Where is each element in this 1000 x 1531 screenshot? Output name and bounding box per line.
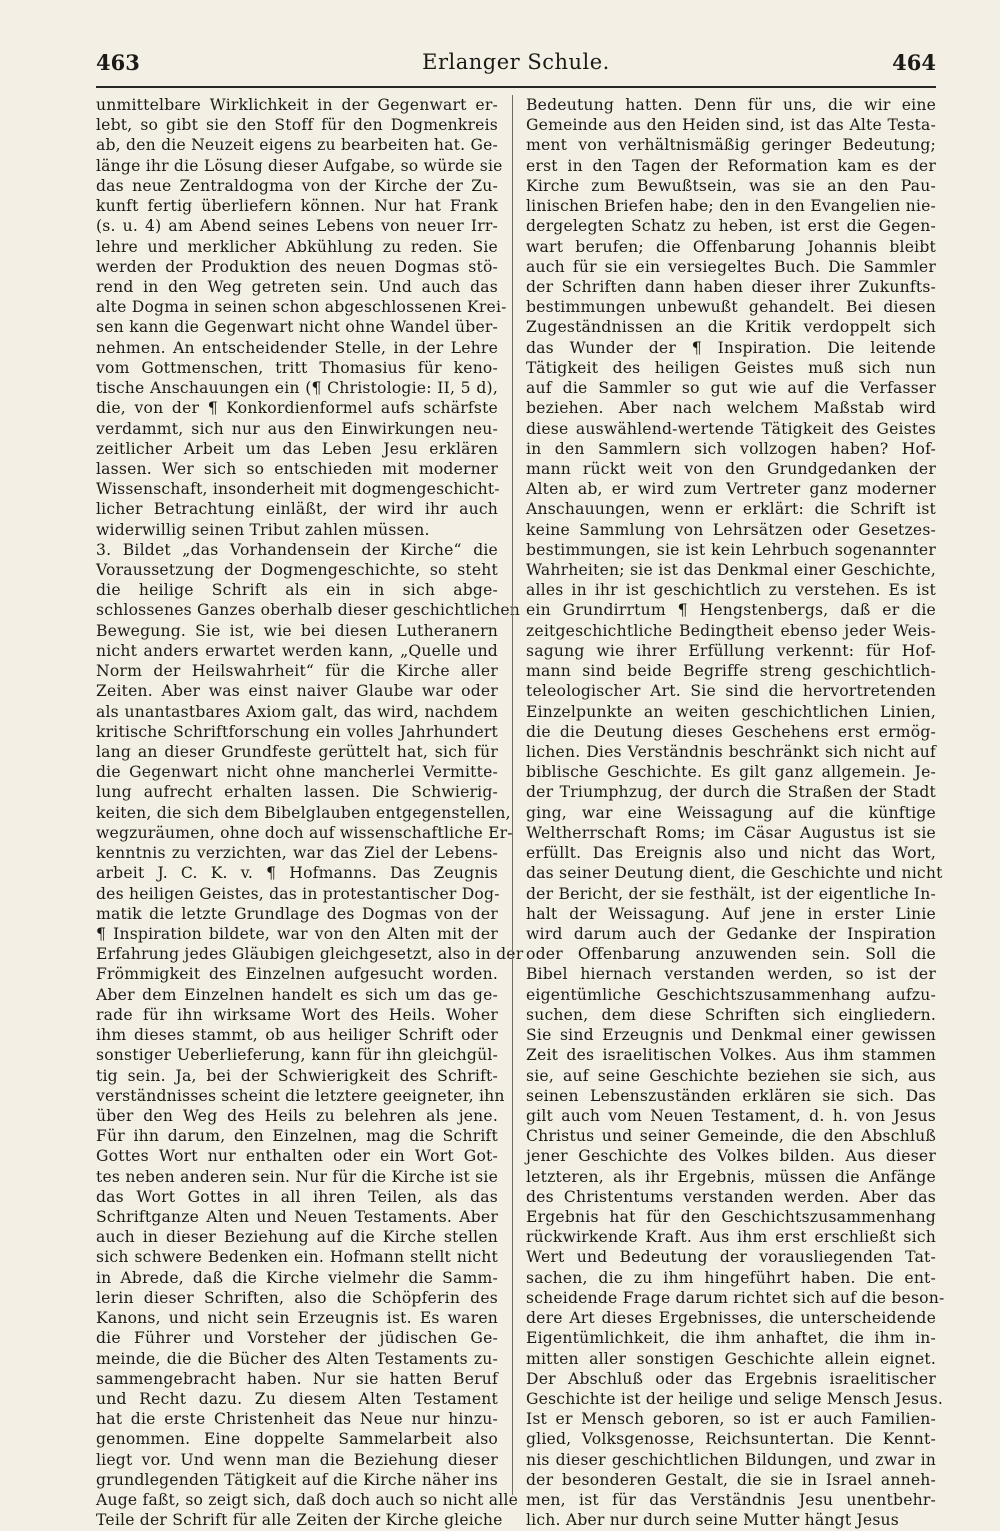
text-line: eigentümliche Geschichtszusammenhang aufzu-: [526, 985, 936, 1004]
text-line: dere Art dieses Ergebnisses, die unterscheidende: [526, 1309, 936, 1328]
text-line: Sie sind Erzeugnis und Denkmal einer gewissen: [526, 1026, 936, 1045]
text-line: sie, auf seine Geschichte beziehen sie sich, aus: [526, 1066, 936, 1085]
text-line: jener Geschichte des Volkes bilden. Aus dieser: [526, 1147, 936, 1166]
text-line: suchen, dem diese Schriften sich eingliedern.: [526, 1005, 936, 1024]
text-line: länge ihr die Lösung dieser Aufgabe, so würde sie: [96, 156, 503, 175]
text-line: nicht anders erwartet werden kann, „Quelle und: [96, 641, 498, 660]
text-line: ging, war eine Weissagung auf die künftige: [526, 803, 936, 822]
text-line: biblische Geschichte. Es gilt ganz allgemein. Je-: [526, 763, 936, 782]
text-line: lerin dieser Schriften, also die Schöpferin des: [96, 1288, 498, 1307]
text-line: nis dieser geschichtlichen Bildungen, und zwar in: [526, 1450, 936, 1469]
text-line: zeitgeschichtliche Bedingtheit ebenso jeder Weis-: [526, 621, 936, 640]
text-line: Der Abschluß oder das Ergebnis israelitischer: [526, 1369, 936, 1388]
text-line: werden der Produktion des neuen Dogmas stö-: [96, 257, 498, 276]
text-line: wird darum auch der Gedanke der Inspiration: [526, 924, 936, 943]
text-line: glied, Volksgenosse, Reichsuntertan. Die Kennt-: [526, 1430, 936, 1449]
text-line: (s. u. 4) am Abend seines Lebens von neuer Irr-: [96, 217, 498, 236]
text-line: oder Offenbarung anzuwenden sein. Soll die: [526, 945, 936, 964]
text-line: Frömmigkeit des Einzelnen aufgesucht worden.: [96, 965, 498, 984]
text-line: wegzuräumen, ohne doch auf wissenschaftliche Er-: [96, 823, 513, 842]
header-rule: [96, 86, 936, 88]
text-line: ab, den die Neuzeit eigens zu bearbeiten hat. Ge-: [96, 136, 498, 155]
text-line: liegt vor. Und wenn man die Beziehung dieser: [96, 1450, 498, 1469]
text-line: die Führer und Vorsteher der jüdischen Ge-: [96, 1329, 498, 1348]
running-header: [96, 50, 936, 80]
text-line: arbeit J. C. K. v. ¶ Hofmanns. Das Zeugnis: [96, 864, 498, 883]
text-line: zeitlicher Arbeit um das Leben Jesu erklären: [96, 439, 498, 458]
text-line: in Abrede, daß die Kirche vielmehr die Samm-: [96, 1268, 498, 1287]
text-line: diese auswählend-wertende Tätigkeit des Geistes: [526, 419, 936, 438]
text-line: hat die erste Christenheit das Neue nur hinzu-: [96, 1410, 498, 1429]
text-line: sachen, die zu ihm hingeführt haben. Die ent-: [526, 1268, 936, 1287]
text-line: letzteren, als ihr Ergebnis, müssen die Anfänge: [526, 1167, 936, 1186]
text-line: keine Sammlung von Lehrsätzen oder Gesetzes-: [526, 520, 936, 539]
text-line: und Recht dazu. Zu diesem Alten Testament: [96, 1390, 498, 1408]
text-line: Aber dem Einzelnen handelt es sich um das ge-: [96, 985, 498, 1004]
text-line: rückwirkende Kraft. Aus ihm erst erschließt sich: [526, 1228, 936, 1247]
text-line: Alten ab, er wird zum Vertreter ganz moderner: [526, 480, 936, 499]
left-page-number: 463: [96, 50, 140, 75]
text-line: meinde, die die Bücher des Alten Testaments zu-: [96, 1349, 498, 1368]
text-line: Voraussetzung der Dogmengeschichte, so steht: [96, 561, 498, 580]
text-line: widerwillig seinen Tribut zahlen müssen.: [96, 520, 430, 539]
text-line: unmittelbare Wirklichkeit in der Gegenwart er-: [96, 96, 498, 114]
text-line: Auge faßt, so zeigt sich, daß doch auch so nicht alle: [96, 1491, 519, 1510]
text-line: matik die letzte Grundlage des Dogmas von der: [96, 904, 498, 923]
text-line: seinen Lebenszuständen erklären sie sich. Das: [526, 1086, 936, 1105]
text-line: nehmen. An entscheidender Stelle, in der Lehre: [96, 338, 498, 357]
text-line: Wahrheiten; sie ist das Denkmal einer Geschichte,: [526, 561, 936, 580]
text-line: das neue Zentraldogma von der Kirche der Zu-: [96, 176, 498, 195]
text-line: scheidende Frage darum richtet sich auf die beson-: [526, 1288, 945, 1307]
text-line: vom Gottmenschen, tritt Thomasius für keno-: [96, 358, 498, 377]
text-line: des heiligen Geistes, das in protestantischer Dog-: [96, 884, 500, 903]
column-divider: [512, 95, 513, 1495]
text-line: kunft fertig überliefern können. Nur hat Frank: [96, 197, 498, 216]
text-line: Ergebnis hat für den Geschichtszusammenhang: [526, 1208, 936, 1227]
text-line: tig sein. Ja, bei der Schwierigkeit des Schrift-: [96, 1066, 498, 1085]
text-line: über den Weg des Heils zu belehren als jene.: [96, 1106, 498, 1125]
text-line: sich schwere Bedenken ein. Hofmann stellt nicht: [96, 1248, 498, 1267]
text-line: Anschauungen, wenn er erklärt: die Schrift ist: [526, 500, 936, 519]
text-line: rade für ihn wirksame Wort des Heils. Woher: [96, 1005, 498, 1024]
text-line: auf die Sammler so gut wie auf die Verfasser: [526, 379, 936, 398]
text-line: die, von der ¶ Konkordienformel aufs schärfste: [96, 399, 498, 418]
text-line: auch in dieser Beziehung auf die Kirche stellen: [96, 1228, 498, 1247]
text-line: Tätigkeit des heiligen Geistes muß sich nun: [526, 358, 936, 377]
text-line: Bibel hiernach verstanden werden, so ist der: [526, 965, 936, 984]
text-line: kenntnis zu verzichten, war das Ziel der Lebens-: [96, 844, 498, 863]
text-line: tes neben anderen sein. Nur für die Kirche ist sie: [96, 1167, 498, 1186]
text-line: des Christentums verstanden werden. Aber das: [526, 1187, 936, 1206]
running-title: Erlanger Schule.: [422, 50, 610, 74]
text-line: Weltherrschaft Roms; im Cäsar Augustus ist sie: [526, 823, 936, 842]
right-page-number: 464: [892, 50, 936, 75]
text-line: der Bericht, der sie festhält, ist der eigentliche In-: [526, 884, 936, 903]
text-line: Ist er Mensch geboren, so ist er auch Familien-: [526, 1410, 936, 1429]
text-line: sammengebracht haben. Nur sie hatten Beruf: [96, 1369, 498, 1388]
text-line: Wert und Bedeutung der vorausliegenden Tat-: [526, 1248, 936, 1267]
text-line: lebt, so gibt sie den Stoff für den Dogmenkreis: [96, 116, 498, 135]
text-line: lichen. Dies Verständnis beschränkt sich nicht auf: [526, 743, 936, 761]
text-line: bestimmungen unbewußt gehandelt. Bei diesen: [526, 298, 936, 317]
text-line: grundlegenden Tätigkeit auf die Kirche näher ins: [96, 1470, 498, 1489]
text-line: die heilige Schrift als ein in sich abge-: [96, 581, 498, 600]
text-line: alles in ihr ist geschichtlich zu verstehen. Es ist: [526, 581, 936, 600]
text-line: Für ihn darum, den Einzelnen, mag die Schrift: [96, 1127, 498, 1146]
text-line: lung aufrecht erhalten lassen. Die Schwierig-: [96, 783, 498, 802]
text-line: Kanons, und nicht sein Erzeugnis ist. Es waren: [96, 1309, 498, 1328]
text-line: lassen. Wer sich so entschieden mit moderner: [96, 459, 498, 478]
text-line: ihm dieses stammt, ob aus heiliger Schrift oder: [96, 1026, 498, 1045]
text-line: genommen. Eine doppelte Sammelarbeit also: [96, 1430, 498, 1449]
text-line: erfüllt. Das Ereignis also und nicht das Wort,: [526, 844, 936, 863]
text-line: Wissenschaft, insonderheit mit dogmengeschicht-: [96, 480, 500, 499]
text-line: in den Sammlern sich vollzogen haben? Hof-: [526, 439, 936, 458]
text-line: ment von verhältnismäßig geringer Bedeutung;: [526, 136, 936, 155]
text-line: dergelegten Schatz zu heben, ist erst die Gegen-: [526, 217, 936, 236]
text-line: Bewegung. Sie ist, wie bei diesen Lutheranern: [96, 621, 498, 640]
right-text-column: [526, 95, 945, 1530]
text-line: mann sind beide Begriffe streng geschichtlich-: [526, 662, 936, 681]
text-line: mitten aller sonstigen Geschichte allein eignet.: [526, 1349, 936, 1368]
text-line: verdammt, sich nur aus den Einwirkungen neu-: [96, 419, 498, 438]
text-line: halt der Weissagung. Auf jene in erster Linie: [526, 904, 936, 923]
text-line: die Gegenwart nicht ohne mancherlei Vermitte-: [96, 763, 498, 782]
text-line: Zugeständnissen an die Kritik verdoppelt sich: [526, 318, 936, 337]
text-line: auch für sie ein versiegeltes Buch. Die Sammler: [526, 257, 936, 276]
text-line: das Wunder der ¶ Inspiration. Die leitende: [526, 338, 936, 357]
text-line: das seiner Deutung dient, die Geschichte und nicht: [526, 864, 943, 883]
text-line: Christus und seiner Gemeinde, die den Abschluß: [526, 1127, 936, 1146]
text-line: die die Deutung dieses Geschehens erst ermög-: [526, 722, 936, 741]
text-line: Gemeinde aus den Heiden sind, ist das Alte Testa-: [526, 116, 936, 135]
text-line: lich. Aber nur durch seine Mutter hängt Jesus: [526, 1511, 900, 1530]
text-line: linischen Briefen habe; den in den Evangelien nie-: [526, 197, 936, 216]
left-text-column: [96, 95, 524, 1530]
text-line: teleologischer Art. Sie sind die hervortretenden: [526, 682, 936, 701]
text-line: rend in den Weg getreten sein. Und auch das: [96, 277, 498, 296]
text-line: tische Anschauungen ein (¶ Christologie: II, 5 d),: [96, 379, 498, 398]
text-line: lang an dieser Grundfeste gerüttelt hat, sich für: [96, 743, 498, 761]
text-line: erst in den Tagen der Reformation kam es der: [526, 156, 936, 175]
text-line: Geschichte ist der heilige und selige Mensch Jesus.: [526, 1390, 943, 1408]
text-line: verständnisses scheint die letztere geeigneter, ihn: [96, 1086, 505, 1105]
text-line: Einzelpunkte an weiten geschichtlichen Linien,: [526, 702, 936, 721]
text-line: Zeit des israelitischen Volkes. Aus ihm stammen: [526, 1046, 936, 1065]
text-line: sonstiger Ueberlieferung, kann für ihn gleichgül-: [96, 1046, 498, 1065]
text-line: als unantastbares Axiom galt, das wird, nachdem: [96, 702, 498, 721]
text-line: alte Dogma in seinen schon abgeschlossenen Krei-: [96, 298, 507, 317]
text-line: beziehen. Aber nach welchem Maßstab wird: [526, 399, 936, 418]
text-line: licher Betrachtung einläßt, der wird ihr auch: [96, 500, 498, 519]
text-line: kritische Schriftforschung ein volles Jahrhundert: [96, 722, 498, 741]
text-line: der Triumphzug, der durch die Straßen der Stadt: [526, 783, 936, 802]
text-line: das Wort Gottes in all ihren Teilen, als das: [96, 1187, 498, 1206]
text-line: wart berufen; die Offenbarung Johannis bleibt: [526, 237, 936, 256]
text-line: der besonderen Gestalt, die sie in Israel anneh-: [526, 1470, 936, 1489]
text-line: Zeiten. Aber was einst naiver Glaube war oder: [96, 682, 498, 701]
text-line: Schriftganze Alten und Neuen Testaments. Aber: [96, 1208, 498, 1227]
text-line: sagung wie ihrer Erfüllung verkennt: für Hof-: [526, 641, 936, 660]
text-line: lehre und merklicher Abkühlung zu reden. Sie: [96, 237, 498, 256]
text-line: Norm der Heilswahrheit“ für die Kirche aller: [96, 662, 498, 681]
text-line: Kirche zum Bewußtsein, was sie an den Pau-: [526, 176, 936, 195]
text-line: mann rückt weit von den Grundgedanken der: [526, 459, 936, 478]
text-line: ein Grundirrtum ¶ Hengstenbergs, daß er die: [526, 601, 936, 620]
text-line: sen kann die Gegenwart nicht ohne Wandel über-: [96, 318, 498, 337]
text-line: Gottes Wort nur enthalten oder ein Wort Got-: [96, 1147, 498, 1166]
text-line: der Schriften dann haben dieser ihrer Zukunfts-: [526, 277, 936, 296]
text-line: Eigentümlichkeit, die ihm anhaftet, die ihm in-: [526, 1329, 936, 1348]
text-line: Erfahrung jedes Gläubigen gleichgesetzt, also in der: [96, 945, 524, 964]
text-line: ¶ Inspiration bildete, war von den Alten mit der: [96, 924, 498, 943]
text-line: Bedeutung hatten. Denn für uns, die wir eine: [526, 96, 936, 114]
text-line: schlossenes Ganzes oberhalb dieser geschichtlichen: [96, 601, 521, 620]
text-line: gilt auch vom Neuen Testament, d. h. von Jesus: [526, 1106, 936, 1125]
text-line: bestimmungen, sie ist kein Lehrbuch sogenannter: [526, 540, 936, 559]
text-line: Teile der Schrift für alle Zeiten der Kirche gleiche: [96, 1511, 503, 1530]
text-line: keiten, die sich dem Bibelglauben entgegenstellen,: [96, 803, 511, 822]
text-line: 3. Bildet „das Vorhandensein der Kirche“ die: [96, 540, 498, 559]
text-line: men, ist für das Verständnis Jesu unentbehr-: [526, 1491, 936, 1510]
